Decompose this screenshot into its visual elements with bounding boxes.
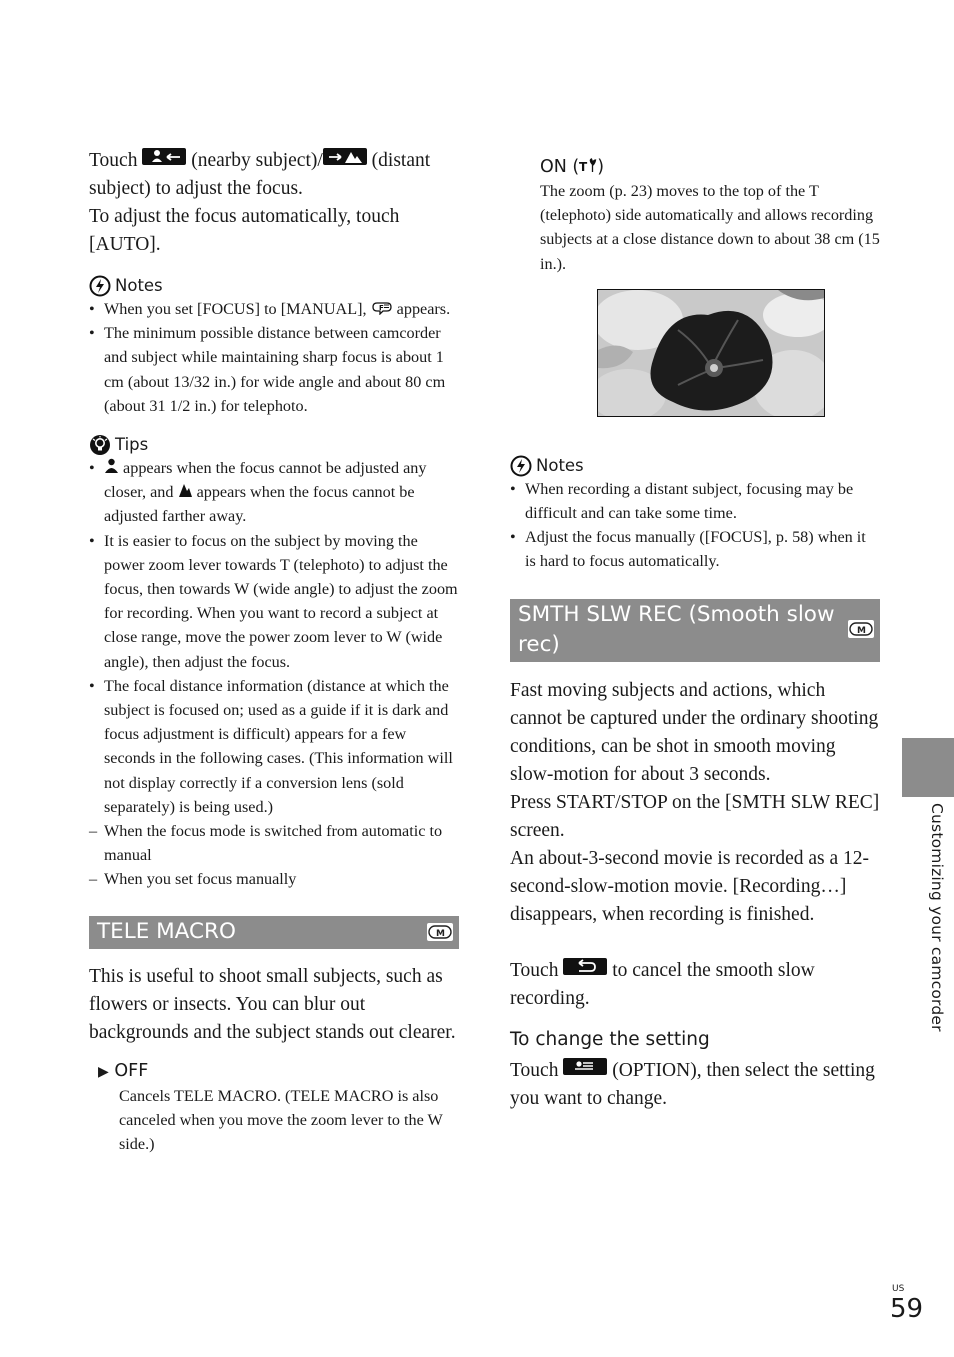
default-marker-icon: ▶	[98, 1063, 109, 1080]
smooth-slow-title: SMTH SLW REC (Smooth slow rec)	[518, 601, 835, 657]
on-option-label: ON ( T )	[540, 157, 605, 177]
tips-heading: Tips	[89, 434, 459, 456]
list-item: • appears when the focus cannot be adjusted any closer, and appears when the focus cannot be adjusted farther away.	[89, 456, 459, 529]
list-item: • The focal distance information (distance at which the subject is focused on; used as a guide if it is dark and focus adjustment is difficult) appears for a few seconds in the following cases. (This information will not display correctly if a conversion lens (sold separately) is being used.) – When the focus mode is switched from automatic to manual – When you set focus manually	[89, 674, 459, 892]
side-tab-label: Customizing your camcorder	[928, 803, 946, 1032]
off-option-desc: Cancels TELE MACRO. (TELE MACRO is also canceled when you move the zoom lever to the W side.)	[119, 1086, 443, 1154]
left-column	[89, 147, 459, 1156]
return-icon	[563, 958, 607, 975]
smooth-slow-p1: Fast moving subjects and actions, which cannot be captured under the ordinary shooting conditions, can be shot in smooth moving slow-motion for about 3 seconds.	[510, 679, 879, 785]
focus-auto-paragraph: To adjust the focus automatically, touch [AUTO].	[89, 206, 400, 255]
side-tab	[902, 738, 954, 797]
notes-icon	[510, 455, 532, 477]
manual-mode-icon	[427, 923, 453, 941]
list-item: – When you set focus manually	[89, 870, 297, 889]
smooth-slow-p4: Touch to cancel the smooth slow recording.	[510, 959, 815, 1009]
svg-text:T: T	[579, 160, 588, 174]
smooth-slow-heading-bar	[510, 599, 880, 662]
tele-macro-title: TELE MACRO	[97, 918, 236, 944]
on-option-desc: The zoom (p. 23) moves to the top of the T (telephoto) side automatically and allows recording subjects at a close distance down to about 38 cm (15 in.).	[540, 182, 880, 273]
mountain-icon	[178, 482, 193, 498]
smooth-slow-p2: Press START/STOP on the [SMTH SLW REC] screen.	[510, 791, 880, 841]
tips-list	[89, 456, 459, 892]
option-icon	[563, 1058, 607, 1075]
notes-list	[89, 297, 459, 418]
distant-focus-icon	[323, 148, 367, 165]
list-item: • When you set [FOCUS] to [MANUAL], F appears.	[89, 297, 459, 321]
list-item: – When the focus mode is switched from automatic to manual	[89, 822, 443, 865]
page-region: US	[892, 1284, 905, 1294]
right-column	[510, 147, 880, 1113]
off-option-label: ▶ OFF	[98, 1060, 149, 1081]
list-item: • Adjust the focus manually ([FOCUS], p. 58) when it is hard to focus automatically.	[510, 525, 880, 573]
tele-macro-icon	[579, 158, 597, 174]
manual-mode-icon	[848, 620, 874, 638]
person-icon	[104, 458, 119, 474]
notes-list-right	[510, 477, 880, 574]
focus-intro-text-c: (distant subject) to adjust the focus.	[89, 150, 431, 199]
tele-macro-body: This is useful to shoot small subjects, such as flowers or insects. You can blur out backgrounds and the subject stands out clearer.	[89, 965, 456, 1043]
change-setting-heading: To change the setting	[510, 1028, 710, 1050]
list-item: • When recording a distant subject, focusing may be difficult and can take some time.	[510, 477, 880, 525]
tele-macro-heading-bar	[89, 916, 459, 949]
notes-heading-right: Notes	[510, 455, 880, 477]
tips-sub-list	[89, 819, 459, 892]
list-item: • It is easier to focus on the subject by moving the power zoom lever towards T (telephoto) to adjust the focus, then towards W (wide angle) to adjust the zoom for recording. When you want to record a subject at close range, move the power zoom lever to W (wide angle), then adjust the focus.	[89, 529, 459, 674]
smooth-slow-p5: Touch (OPTION), then select the setting you want to change.	[510, 1059, 875, 1109]
focus-intro-text-a: Touch	[89, 150, 138, 171]
manual-focus-icon	[371, 300, 393, 315]
tele-macro-off-option	[98, 1059, 459, 1157]
smooth-slow-body	[510, 677, 880, 1113]
svg-text:F: F	[378, 304, 384, 312]
notes-heading: Notes	[89, 275, 459, 297]
notes-icon	[89, 275, 111, 297]
smooth-slow-p3: An about-3-second movie is recorded as a 12-second-slow-motion movie. [Recording…] disappears, when recording is finished.	[510, 847, 870, 925]
tips-icon	[89, 434, 111, 456]
tips-block	[89, 434, 459, 892]
notes-block-right	[510, 455, 880, 574]
svg-text:M: M	[436, 928, 445, 939]
tele-macro-on-option	[540, 155, 880, 276]
svg-text:M: M	[857, 625, 866, 636]
flower-photo	[597, 289, 825, 417]
focus-intro-paragraph	[89, 147, 459, 203]
focus-intro-text-b: (nearby subject)/	[191, 150, 323, 171]
notes-block	[89, 275, 459, 418]
list-item: • The minimum possible distance between camcorder and subject while maintaining sharp focus is about 1 cm (about 13/32 in.) for wide angle and about 80 cm (about 31 1/2 in.) for telephoto.	[89, 321, 459, 418]
page-number: 59	[890, 1294, 924, 1324]
nearby-focus-icon	[142, 148, 186, 165]
